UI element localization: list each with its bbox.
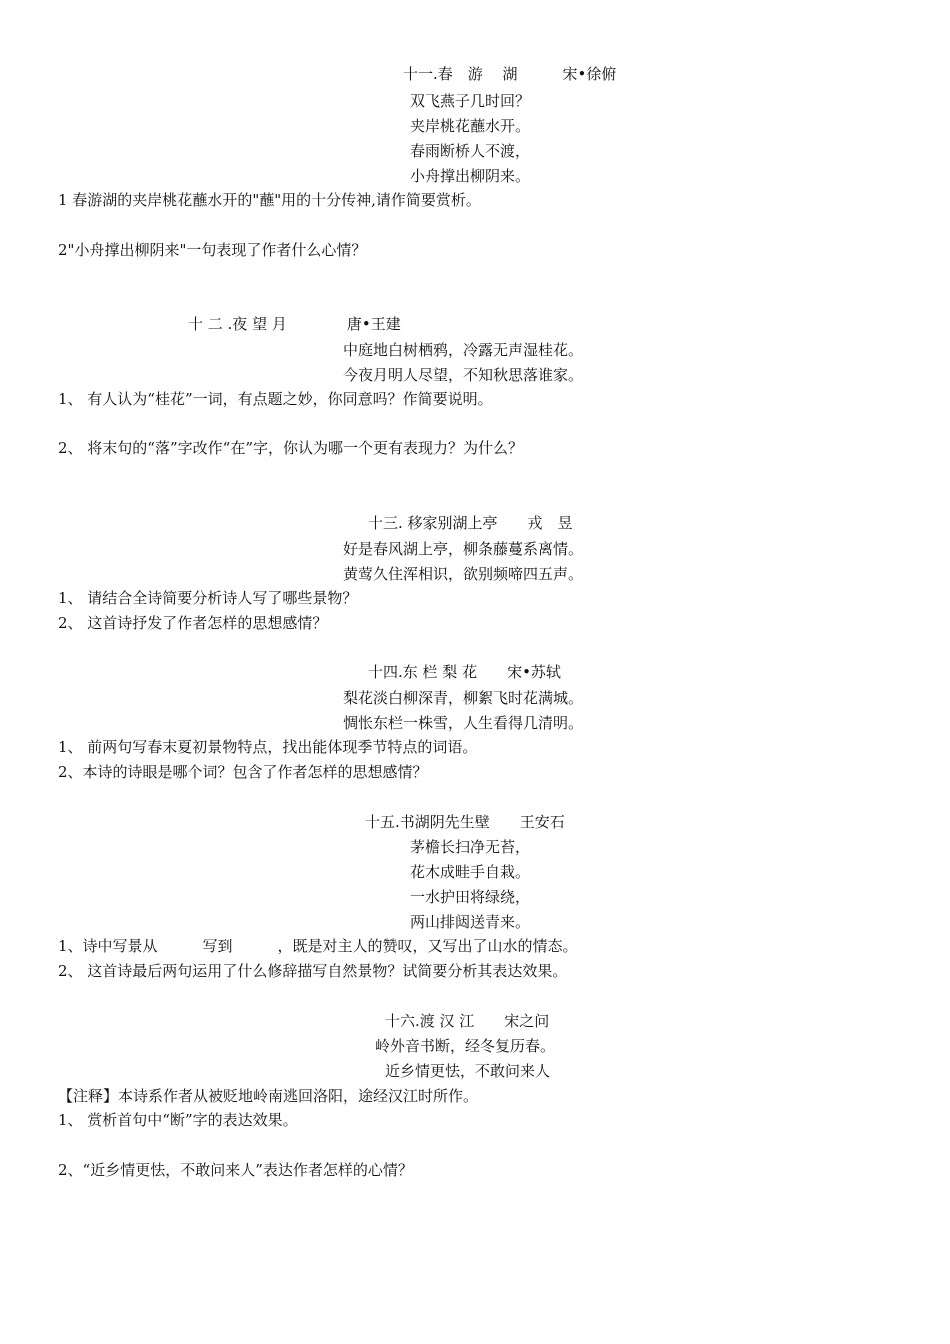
poem-14-question-2: 2、本诗的诗眼是哪个词？包含了作者怎样的思想感情？ (58, 763, 428, 781)
poem-12-title: 十 二 .夜 望 月 唐•王建 (188, 315, 401, 333)
poem-13-question-2: 2、 这首诗抒发了作者怎样的思想感情？ (58, 614, 328, 632)
poem-11-title: 十一.春 游 湖 宋•徐俯 (403, 65, 617, 83)
poem-11-question-1: 1 春游湖的夹岸桃花蘸水开的"蘸"用的十分传神,请作简要赏析。 (58, 191, 481, 209)
poem-11-line-1: 双飞燕子几时回？ (410, 92, 531, 110)
poem-12-line-2: 今夜月明人尽望，不知秋思落谁家。 (343, 366, 584, 384)
poem-12-line-1: 中庭地白树栖鸦，冷露无声湿桂花。 (343, 341, 584, 359)
poem-15-line-4: 两山排闼送青来。 (410, 913, 531, 931)
poem-16-line-2: 近乡情更怯，不敢问来人 (385, 1062, 551, 1080)
poem-11-line-2: 夹岸桃花蘸水开。 (410, 117, 531, 135)
poem-16-title: 十六.渡 汉 江 宋之问 (385, 1012, 550, 1030)
poem-12-question-1: 1、 有人认为“桂花”一词，有点题之妙，你同意吗？作简要说明。 (58, 390, 493, 408)
poem-13-line-2: 黄莺久住浑相识，欲别频啼四五声。 (343, 565, 584, 583)
poem-15-question-2: 2、 这首诗最后两句运用了什么修辞描写自然景物？试简要分析其表达效果。 (58, 962, 568, 980)
poem-12-question-2: 2、 将末句的“落”字改作“在”字，你认为哪一个更有表现力？为什么？ (58, 439, 523, 457)
poem-16-line-1: 岭外音书断，经冬复历春。 (375, 1037, 556, 1055)
poem-13-title: 十三. 移家别湖上亭 戎 昱 (368, 514, 573, 532)
poem-16-question-2: 2、“近乡情更怯，不敢问来人”表达作者怎样的心情？ (58, 1161, 413, 1179)
poem-13-line-1: 好是春风湖上亭，柳条藤蔓系离情。 (343, 540, 584, 558)
poem-11-line-4: 小舟撑出柳阴来。 (410, 167, 531, 185)
poem-15-line-2: 花木成畦手自栽。 (410, 863, 531, 881)
poem-13-question-1: 1、 请结合全诗简要分析诗人写了哪些景物？ (58, 589, 358, 607)
poem-15-line-3: 一水护田将绿绕， (410, 888, 531, 906)
poem-11-line-3: 春雨断桥人不渡， (410, 142, 531, 160)
poem-11-question-2: 2"小舟撑出柳阴来"一句表现了作者什么心情？ (58, 241, 367, 259)
poem-15-question-1: 1、诗中写景从 写到 ，既是对主人的赞叹，又写出了山水的情态。 (58, 937, 578, 955)
poem-14-question-1: 1、 前两句写春末夏初景物特点，找出能体现季节特点的词语。 (58, 738, 478, 756)
poem-16-note: 【注释】本诗系作者从被贬地岭南逃回洛阳，途经汉江时所作。 (58, 1087, 479, 1105)
poem-14-title: 十四.东 栏 梨 花 宋•苏轼 (368, 663, 561, 681)
poem-14-line-1: 梨花淡白柳深青，柳絮飞时花满城。 (343, 689, 584, 707)
poem-14-line-2: 惆怅东栏一株雪，人生看得几清明。 (343, 714, 584, 732)
poem-16-question-1: 1、 赏析首句中“断”字的表达效果。 (58, 1111, 298, 1129)
poem-15-title: 十五.书湖阴先生壁 王安石 (365, 813, 565, 831)
poem-15-line-1: 茅檐长扫净无苔， (410, 838, 531, 856)
